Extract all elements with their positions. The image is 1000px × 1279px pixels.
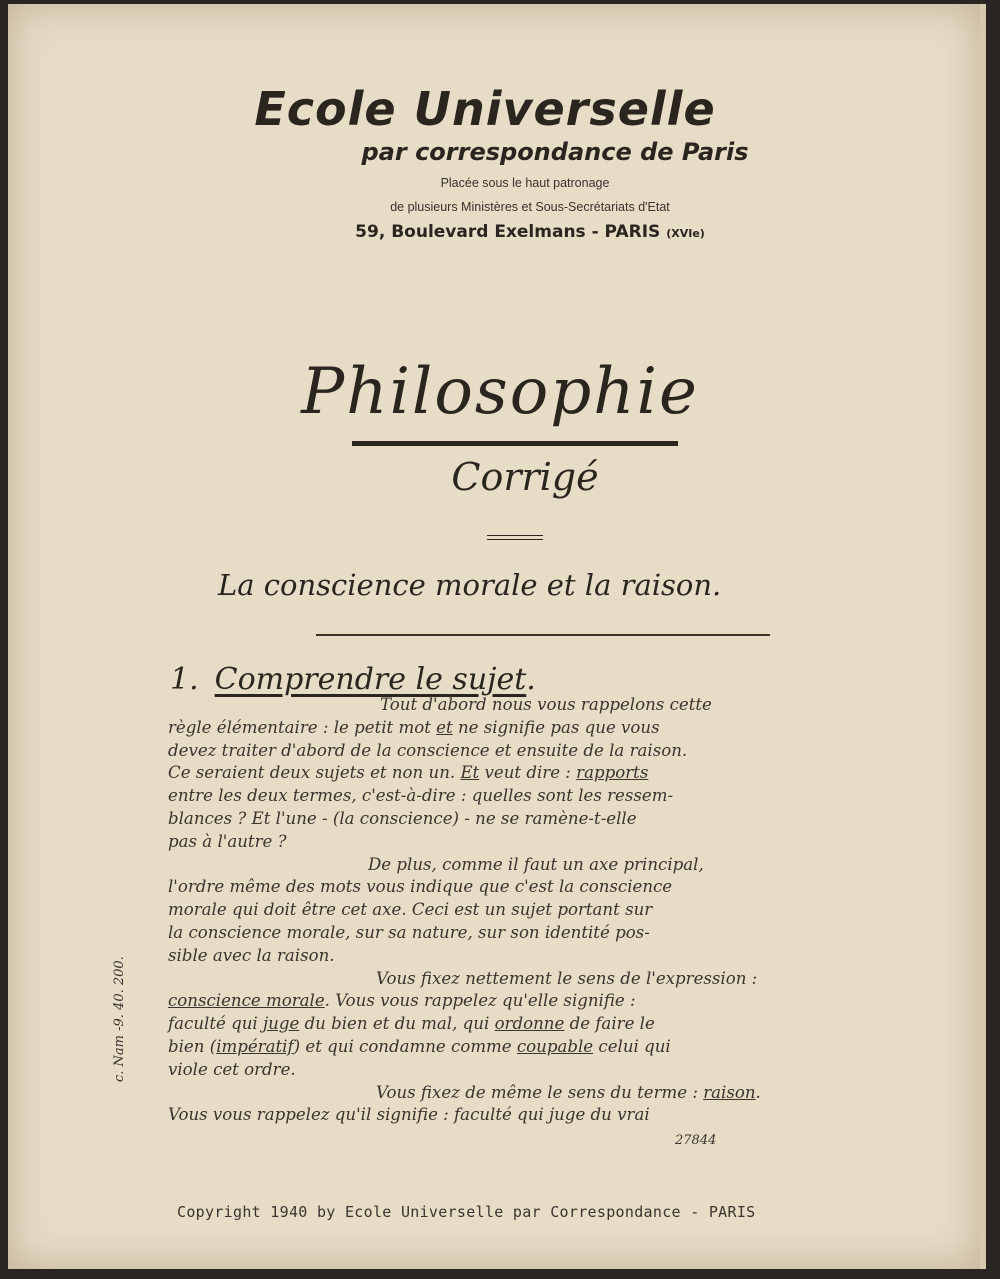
address-suffix: (XVIe) (666, 227, 705, 240)
document-kind: Corrigé (451, 455, 599, 499)
patronage-line-2: de plusieurs Ministères et Sous-Secrétariats d'Etat (390, 200, 670, 214)
body-text-span: bien ( (168, 1036, 217, 1056)
body-text-span: veut dire : (479, 763, 577, 783)
body-text-span: morale qui doit être cet axe. Ceci est un sujet portant sur (168, 900, 653, 920)
body-underlined-word: rapports (576, 763, 649, 783)
copyright-footer: Copyright 1940 by Ecole Universelle par Correspondance - PARIS (177, 1203, 756, 1221)
body-line (168, 785, 938, 808)
section-heading-end: . (526, 662, 536, 697)
body-line (168, 945, 938, 968)
topic-divider (316, 634, 770, 636)
school-name: Ecole Universelle (254, 82, 716, 136)
body-text-span: faculté qui (168, 1014, 263, 1034)
body-line (168, 899, 938, 922)
body-text-span: sible avec la raison. (168, 945, 335, 965)
title-underline (352, 441, 678, 446)
address (320, 222, 740, 242)
body-underlined-word: ordonne (494, 1014, 565, 1034)
body-line (168, 740, 938, 763)
body-text-span: ne signifie pas que vous (452, 717, 660, 737)
body-line (168, 1036, 938, 1059)
body-underlined-word: raison (703, 1082, 756, 1102)
body-text-span: devez traiter d'abord de la conscience et ensuite de la raison. (168, 740, 688, 760)
body-text-span: pas à l'autre ? (168, 831, 287, 851)
body-text-span: Vous fixez de même le sens du terme : (376, 1082, 704, 1102)
body-line (168, 990, 938, 1013)
body-underlined-word: Et (460, 763, 480, 783)
body-text-span: blances ? Et l'une - (la conscience) - ne se ramène-t-elle (168, 808, 637, 828)
section-heading (170, 662, 536, 697)
body-text-span: la conscience morale, sur sa nature, sur son identité pos- (168, 922, 650, 942)
school-subtitle: par correspondance de Paris (361, 138, 749, 166)
topic-title: La conscience morale et la raison. (218, 568, 722, 602)
subject-title: Philosophie (301, 355, 699, 429)
body-line (168, 808, 938, 831)
body-underlined-word: conscience morale (168, 991, 325, 1011)
address-text: 59, Boulevard Exelmans - PARIS (355, 222, 661, 242)
body-text-span: Ce seraient deux sujets et non un. (168, 763, 461, 783)
body-line (168, 762, 938, 785)
body-text-span: l'ordre même des mots vous indique que c'est la conscience (168, 877, 673, 897)
body-text-span: Tout d'abord nous vous rappelons cette (380, 695, 712, 714)
body-line (168, 968, 938, 991)
body-underlined-word: coupable (516, 1036, 594, 1056)
body-text-span: celui qui (593, 1036, 671, 1056)
body-text-span: de faire le (564, 1014, 655, 1034)
body-line (168, 854, 938, 877)
kind-underline (487, 535, 543, 540)
patronage-line-1: Placée sous le haut patronage (440, 176, 610, 190)
handwritten-body (168, 694, 938, 1127)
body-line (168, 831, 938, 854)
body-line (168, 922, 938, 945)
body-line (168, 1104, 938, 1127)
body-text-span: . Vous vous rappelez qu'elle signifie : (324, 991, 636, 1011)
body-line (168, 717, 938, 740)
body-underlined-word: impératif (216, 1036, 294, 1056)
body-text-span: règle élémentaire : le petit mot (168, 717, 437, 737)
body-text-span: De plus, comme il faut un axe principal, (368, 854, 704, 874)
section-heading-text: Comprendre le sujet (214, 662, 527, 697)
body-text-span: . (755, 1082, 761, 1102)
body-text-span: du bien et du mal, qui (299, 1014, 495, 1034)
body-text-span: Vous fixez nettement le sens de l'expression : (376, 968, 758, 988)
body-text-span: entre les deux termes, c'est-à-dire : quelles sont les ressem- (168, 786, 674, 806)
reference-number: 27844 (675, 1133, 717, 1148)
body-text-span: Vous vous rappelez qu'il signifie : faculté qui juge du vrai (168, 1105, 650, 1125)
body-text-span: ) et qui condamne comme (293, 1036, 517, 1056)
section-number: 1. (170, 662, 199, 697)
body-text-span: viole cet ordre. (168, 1059, 296, 1079)
body-underlined-word: juge (262, 1014, 300, 1034)
body-line (168, 1059, 938, 1082)
body-line (168, 694, 938, 717)
body-line (168, 876, 938, 899)
body-line (168, 1013, 938, 1036)
body-underlined-word: et (436, 717, 453, 737)
body-line (168, 1082, 938, 1105)
printer-side-note: c. Nam -9. 40. 200. (112, 956, 127, 1082)
